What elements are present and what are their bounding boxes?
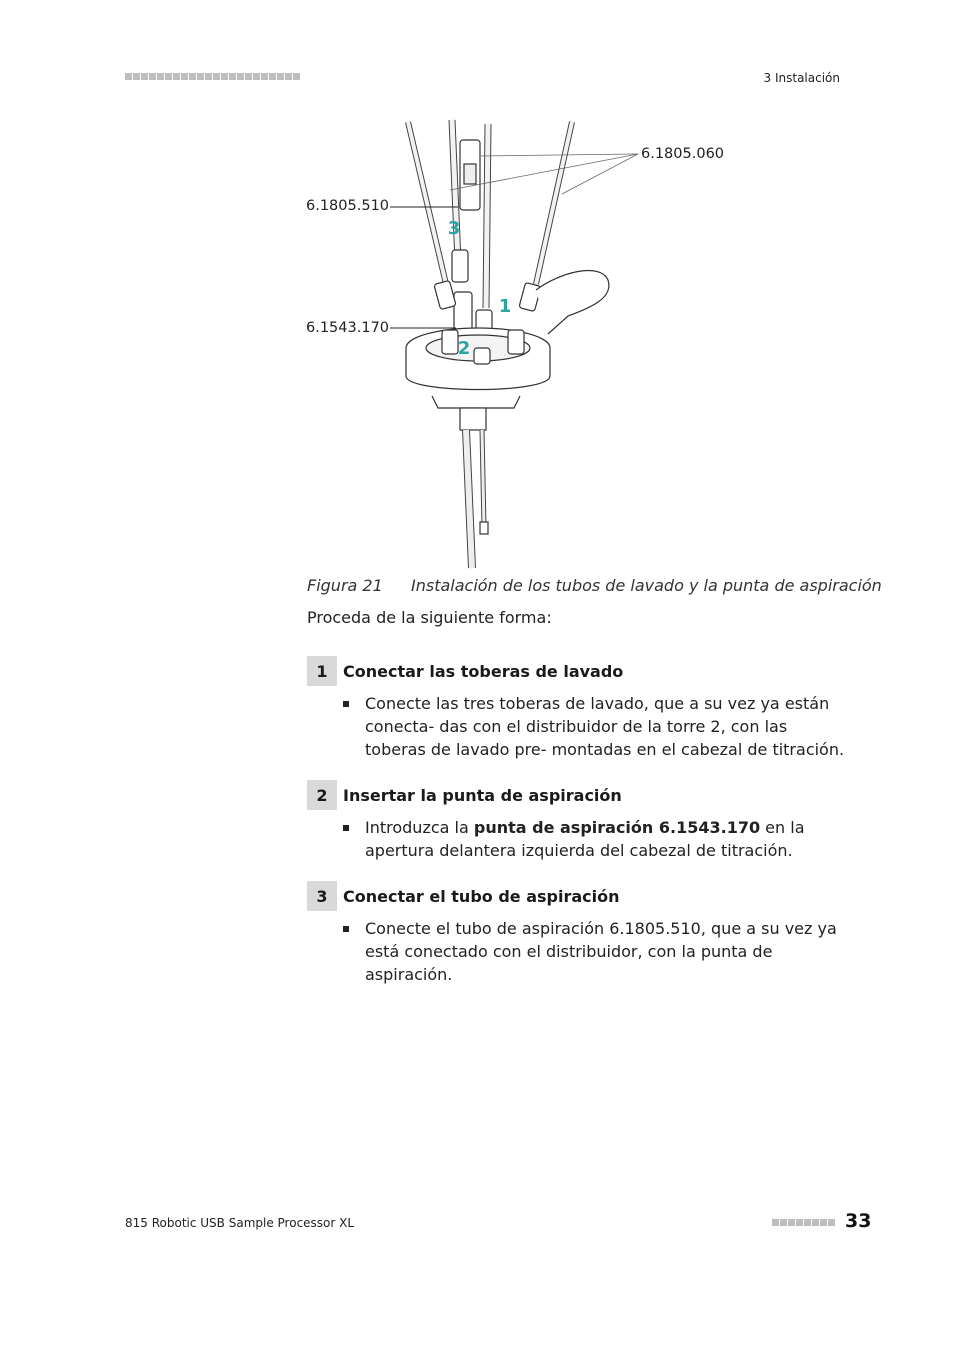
caption-text: Instalación de los tubos de lavado y la punta de aspiración — [411, 576, 882, 595]
footer-product-name: 815 Robotic USB Sample Processor XL — [125, 1216, 355, 1230]
bullet-bold-text: punta de aspiración 6.1543.170 — [473, 818, 761, 837]
step-bullet: Conecte el tubo de aspiración 6.1805.510, que a su vez ya está conectado con el distribuidor, con la punta de aspiración. — [365, 917, 847, 986]
header-section-title: 3 Instalación — [763, 71, 840, 85]
bullet-text: Introduzca la — [365, 818, 474, 837]
installation-figure — [300, 112, 740, 574]
page-number: 33 — [845, 1210, 872, 1232]
step-title: Conectar las toberas de lavado — [343, 661, 624, 681]
step-number: 1 — [307, 656, 337, 686]
marker-1: 1 — [498, 296, 512, 317]
titration-head-illustration — [300, 112, 740, 574]
footer-decoration-dots — [772, 1219, 835, 1226]
intro-text: Proceda de la siguiente forma: — [307, 608, 552, 627]
figure-caption — [307, 576, 882, 595]
step-bullet: Conecte las tres toberas de lavado, que a su vez ya están conecta- das con el distribuidor de la torre 2, con las toberas de lavado pre- montadas en el cabezal de titración. — [365, 692, 847, 761]
step-2 — [307, 780, 847, 862]
marker-3: 3 — [447, 218, 461, 239]
step-1 — [307, 656, 847, 761]
step-3 — [307, 881, 847, 986]
step-number: 3 — [307, 881, 337, 911]
bullet-text: en la apertura delantera izquierda del cabezal de titración. — [365, 818, 805, 860]
callout-6-1805-060: 6.1805.060 — [641, 146, 725, 162]
header-decoration-dots — [125, 73, 300, 80]
caption-number: Figura 21 — [307, 576, 383, 595]
step-title: Conectar el tubo de aspiración — [343, 886, 620, 906]
step-title: Insertar la punta de aspiración — [343, 785, 622, 805]
step-bullet — [365, 816, 847, 862]
step-number: 2 — [307, 780, 337, 810]
callout-6-1543-170: 6.1543.170 — [306, 320, 390, 336]
callout-6-1805-510: 6.1805.510 — [306, 198, 390, 214]
marker-2: 2 — [457, 338, 471, 359]
